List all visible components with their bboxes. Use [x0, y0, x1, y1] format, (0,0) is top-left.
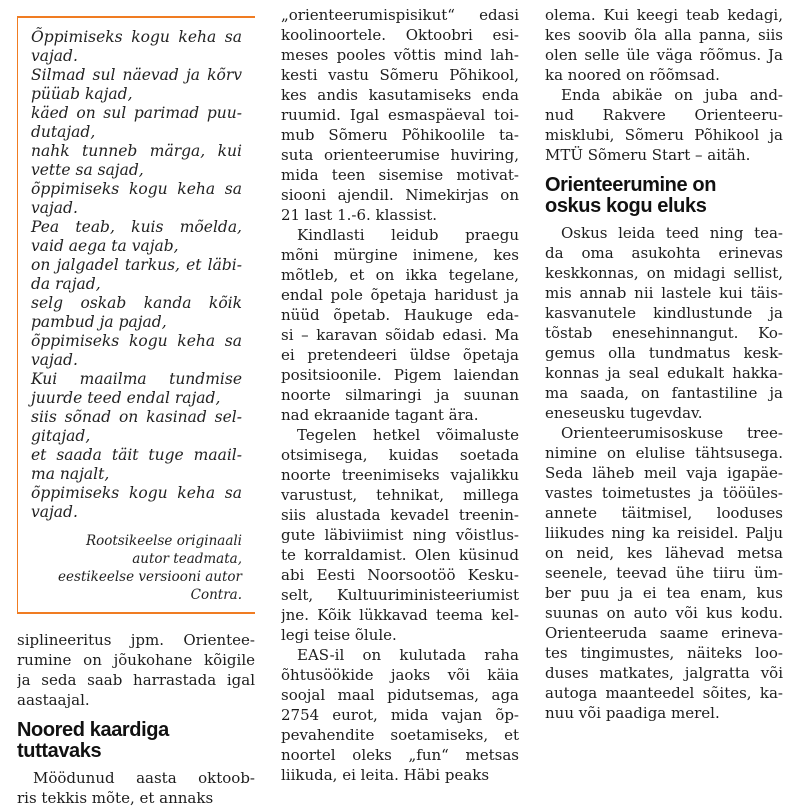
- text-line: Silmad sul näevad ja kõrv: [31, 66, 242, 84]
- poem-box: [17, 16, 255, 614]
- text-line: varustust, tehnikat, millega: [281, 486, 519, 504]
- text-line: vajad.: [31, 199, 78, 217]
- text-line: mis annab nii lastele kui täis-: [545, 284, 783, 302]
- text-line: vajad.: [31, 47, 78, 65]
- text-line: abi Eesti Noorsootöö Kesku-: [281, 566, 519, 584]
- text-line: Kindlasti leidub praegu: [297, 226, 519, 244]
- text-line: ma najalt,: [31, 465, 110, 483]
- text-line: pambud ja pajad,: [31, 313, 167, 331]
- column-middle: [281, 5, 519, 808]
- poem-verse: [31, 104, 242, 142]
- paragraph: [281, 645, 519, 785]
- text-line: kesti vastu Sõmeru Põhikool,: [281, 66, 519, 84]
- text-line: gute läbiviimist ning võistlus-: [281, 526, 519, 544]
- poem-verse: [31, 256, 242, 294]
- text-line: vajad.: [31, 503, 78, 521]
- text-line: vajad.: [31, 351, 78, 369]
- text-line: suta orienteerumise huviring,: [281, 146, 519, 164]
- text-line: te korraldamist. Olen küsinud: [281, 546, 519, 564]
- text-line: nüüd õpetab. Haukuge eda-: [281, 306, 519, 324]
- text-line: ei pretendeeri üldse õpetaja: [281, 346, 519, 364]
- section-heading-orienteerumine-on-oskus-kogu-eluks: [545, 175, 783, 217]
- text-line: 2754 eurot, mida vajan õp-: [281, 706, 519, 724]
- poem-verse: [31, 408, 242, 446]
- poem-verse: [31, 180, 242, 218]
- text-line: käed on sul parimad puu-: [31, 104, 242, 122]
- text-line: Oskus leida teed ning tea-: [561, 224, 783, 242]
- text-line: olen selle üle väga rõõmus. Ja: [545, 46, 783, 64]
- text-line: Orienteeruda saame erineva-: [545, 624, 783, 642]
- text-line: 21 last 1.-6. klassist.: [281, 206, 438, 224]
- text-line: siooni ajendil. Nimekirjas on: [281, 186, 519, 204]
- text-line: kes andis kasutamiseks enda: [281, 86, 519, 104]
- text-line: siis alustada kevadel treenin-: [281, 506, 519, 524]
- text-line: vastes toimetustes ja tööüles-: [545, 484, 783, 502]
- text-line: Orienteerumine on: [545, 174, 717, 196]
- text-line: ka noored on rõõmsad.: [545, 66, 720, 84]
- text-line: kes soovib õla alla panna, siis: [545, 26, 783, 44]
- text-line: siplineeritus jpm. Orientee-: [17, 631, 255, 649]
- text-line: ja seda saab harrastada igal: [17, 671, 255, 689]
- text-line: Seda läheb meil vaja igapäe-: [545, 464, 783, 482]
- poem-attribution: [31, 532, 242, 604]
- paragraph: [17, 768, 255, 808]
- text-line: tuttavaks: [17, 740, 102, 762]
- text-line: eneseusku tugevdav.: [545, 404, 703, 422]
- text-line: dutajad,: [31, 123, 96, 141]
- column-left: [17, 5, 255, 808]
- paragraph-continuation: [17, 630, 255, 710]
- text-line: otsimisega, kuidas soetada: [281, 446, 519, 464]
- text-line: selg oskab kanda kõik: [31, 294, 242, 312]
- text-line: autor teadmata,: [132, 551, 242, 567]
- text-line: ris tekkis mõte, et annaks: [17, 789, 214, 807]
- paragraph: [281, 425, 519, 645]
- text-line: selt, Kultuuriministeeriumist: [281, 586, 519, 604]
- text-line: endal pole õpetaja haridust ja: [281, 286, 519, 304]
- text-line: Orienteerumisoskuse tree-: [561, 424, 783, 442]
- text-line: gemus olla tundmatus kesk-: [545, 344, 783, 362]
- text-line: Õppimiseks kogu keha sa: [31, 28, 242, 46]
- text-line: õppimiseks kogu keha sa: [31, 332, 242, 350]
- text-line: oskus kogu eluks: [545, 195, 707, 217]
- text-line: annete täitmisel, looduses: [545, 504, 783, 522]
- poem-verse: [31, 446, 242, 484]
- text-line: rumine on jõukohane kõigile: [17, 651, 255, 669]
- text-line: da rajad,: [31, 275, 101, 293]
- text-line: püüab kajad,: [31, 85, 133, 103]
- poem-verse: [31, 66, 242, 104]
- text-line: meses pooles võttis mind lah-: [281, 46, 519, 64]
- text-line: gitajad,: [31, 427, 91, 445]
- paragraph-continuation: [545, 5, 783, 85]
- paragraph: [281, 225, 519, 425]
- section-heading-noored-kaardiga-tuttavaks: [17, 720, 255, 762]
- text-line: Rootsikeelse originaali: [85, 533, 242, 549]
- text-line: keskkonnas, on midagi sellist,: [545, 264, 783, 282]
- text-line: liikuda, ei leita. Häbi peaks: [281, 766, 490, 784]
- poem-verse: [31, 294, 242, 332]
- text-line: nuu või paadiga merel.: [545, 704, 720, 722]
- poem-verse: [31, 218, 242, 256]
- text-line: mõtleb, et on ikka tegelane,: [281, 266, 519, 284]
- text-line: on neid, kes lähevad metsa: [545, 544, 783, 562]
- text-line: soojal maal pidutsemas, aga: [281, 686, 519, 704]
- text-line: et saada täit tuge maail-: [31, 446, 242, 464]
- paragraph: [545, 423, 783, 723]
- text-line: koolinoortele. Oktoobri esi-: [281, 26, 519, 44]
- text-line: misklubi, Sõmeru Põhikool ja: [545, 126, 783, 144]
- poem-verse: [31, 28, 242, 66]
- poem-verse: [31, 370, 242, 408]
- text-line: on jalgadel tarkus, et läbi-: [31, 256, 242, 274]
- text-line: mõni mürgine inimene, kes: [281, 246, 519, 264]
- text-line: õhtusöökide jaoks või käia: [281, 666, 519, 684]
- text-line: kasvanutele kindlustunde ja: [545, 304, 783, 322]
- text-line: duses matkates, jalgratta või: [545, 664, 783, 682]
- text-line: Kui maailma tundmise: [31, 370, 242, 388]
- column-right: [545, 5, 783, 808]
- text-line: Tegelen hetkel võimaluste: [297, 426, 519, 444]
- text-line: ruumid. Igal esmaspäeval toi-: [281, 106, 519, 124]
- text-line: noortel oleks „fun“ metsas: [281, 746, 519, 764]
- text-line: tõstab enesehinnangut. Ko-: [545, 324, 783, 342]
- text-line: juurde teed endal rajad,: [31, 389, 221, 407]
- text-line: konnas ja seal edukalt hakka-: [545, 364, 783, 382]
- text-line: legi teise õlule.: [281, 626, 397, 644]
- text-line: noorte treenimiseks vajalikku: [281, 466, 519, 484]
- text-line: nud Rakvere Orienteeru-: [545, 106, 783, 124]
- paragraph: [545, 85, 783, 165]
- text-line: noorte silmaringi ja suunan: [281, 386, 519, 404]
- text-line: ber puu ja ei tea enam, kus: [545, 584, 783, 602]
- paragraph: [545, 223, 783, 423]
- text-line: nahk tunneb märga, kui: [31, 142, 242, 160]
- text-line: eestikeelse versiooni autor Contra.: [58, 569, 242, 603]
- text-line: suunas on auto või kus kodu.: [545, 604, 783, 622]
- text-line: seenele, teevad ühe tiiru üm-: [545, 564, 783, 582]
- paragraph-continuation: [281, 5, 519, 225]
- text-line: Pea teab, kuis mõelda,: [31, 218, 242, 236]
- text-line: jne. Kõik lükkavad teema kel-: [281, 606, 519, 624]
- text-line: mub Sõmeru Põhikoolile ta-: [281, 126, 519, 144]
- text-line: Noored kaardiga: [17, 719, 169, 741]
- text-line: Möödunud aasta oktoob-: [33, 769, 255, 787]
- text-line: tes tingimustes, näiteks loo-: [545, 644, 783, 662]
- text-line: olema. Kui keegi teab kedagi,: [545, 6, 783, 24]
- text-line: da oma asukohta erinevas: [545, 244, 783, 262]
- text-line: positsioonile. Pigem laiendan: [281, 366, 519, 384]
- poem-verse: [31, 142, 242, 180]
- text-line: nad ekraanide tagant ära.: [281, 406, 479, 424]
- text-line: pevahendite soetamiseks, et: [281, 726, 519, 744]
- text-line: siis sõnad on kasinad sel-: [31, 408, 242, 426]
- text-line: mida teen sisemise motivat-: [281, 166, 519, 184]
- text-line: nimine on elulise tähtsusega.: [545, 444, 783, 462]
- poem-verse: [31, 332, 242, 370]
- text-line: ma saada, on fantastiline ja: [545, 384, 783, 402]
- text-line: „orienteerumispisikut“ edasi: [281, 6, 519, 24]
- text-line: Enda abikäe on juba and-: [561, 86, 783, 104]
- poem: [31, 28, 242, 522]
- text-line: EAS-il on kulutada raha: [297, 646, 519, 664]
- text-line: autoga maanteedel sõites, ka-: [545, 684, 783, 702]
- text-line: vaid aega ta vajab,: [31, 237, 179, 255]
- text-line: MTÜ Sõmeru Start – aitäh.: [545, 146, 751, 164]
- text-line: vette sa sajad,: [31, 161, 144, 179]
- poem-verse: [31, 484, 242, 522]
- text-line: õppimiseks kogu keha sa: [31, 484, 242, 502]
- text-line: aastaajal.: [17, 691, 90, 709]
- text-line: liikudes ning ka reisidel. Palju: [545, 524, 783, 542]
- text-line: si – karavan sõidab edasi. Ma: [281, 326, 519, 344]
- text-line: õppimiseks kogu keha sa: [31, 180, 242, 198]
